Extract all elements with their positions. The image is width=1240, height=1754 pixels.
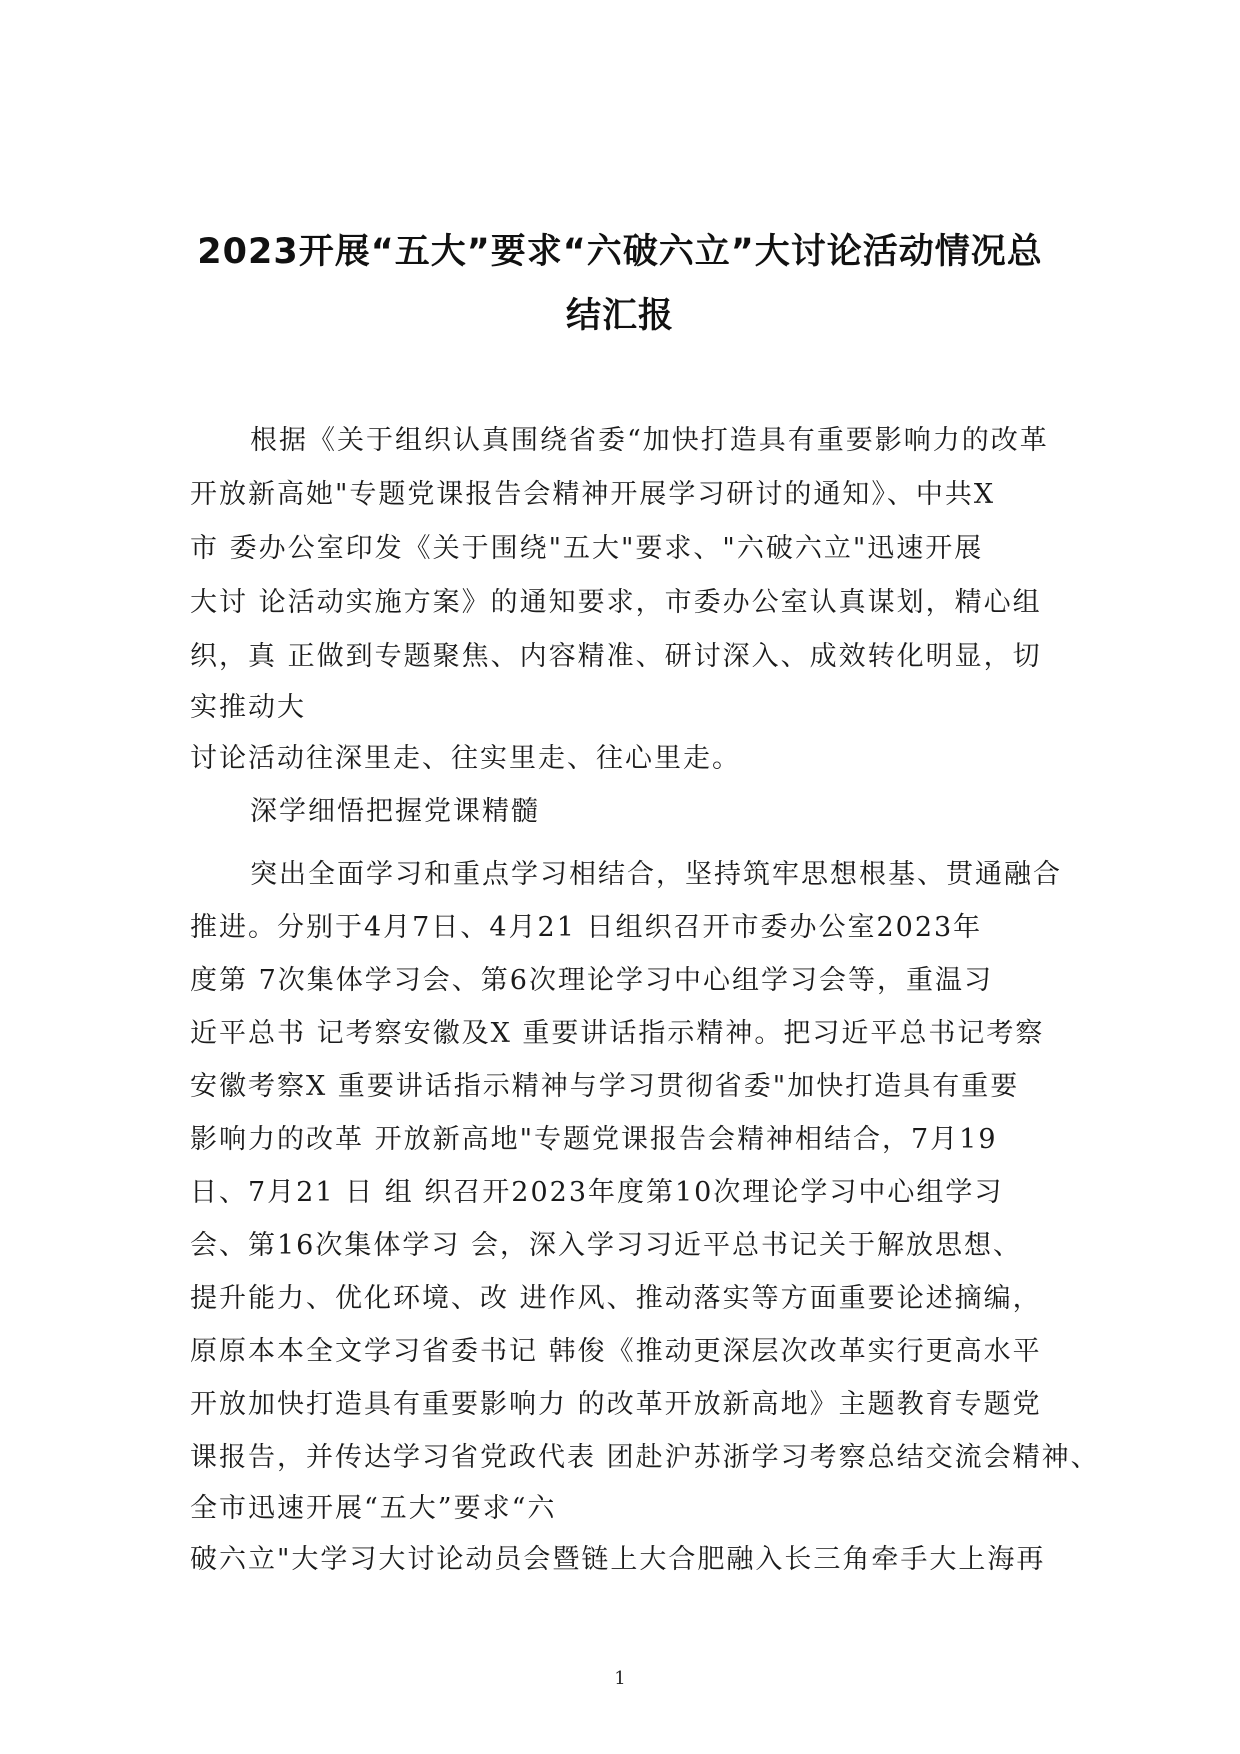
body-line: 度第 7次集体学习会、第6次理论学习中心组学习会等，重温习 [190,965,993,996]
body-line: 近平总书 记考察安徽及X 重要讲话指示精神。把习近平总书记考察 [190,1018,1045,1049]
page-number: 1 [614,1668,626,1689]
body-line: 实推动大 [190,692,306,723]
body-line: 推进。分别于4月7日、4月21 日组织召开市委办公室2023年 [190,912,983,943]
body-line: 影响力的改革 开放新高地"专题党课报告会精神相结合，7月19 [190,1124,998,1155]
body-line: 讨论活动往深里走、往实里走、往心里走。 [190,743,741,774]
body-line: 全市迅速开展“五大”要求“六 [190,1493,557,1524]
document-title-line-2: 结汇报 [565,296,674,336]
body-line: 课报告，并传达学习省党政代表 团赴沪苏浙学习考察总结交流会精神、 [190,1442,1100,1473]
body-line: 开放新高她"专题党课报告会精神开展学习研讨的通知》、中共X [190,479,996,510]
body-line: 提升能力、优化环境、改 进作风、推动落实等方面重要论述摘编， [190,1283,1042,1314]
body-line: 破六立"大学习大讨论动员会暨链上大合肥融入长三角牵手大上海再 [190,1544,1046,1575]
body-line: 原原本本全文学习省委书记 韩俊《推动更深层次改革实行更高水平 [190,1336,1042,1367]
body-line: 会、第16次集体学习 会，深入学习习近平总书记关于解放思想、 [190,1230,1022,1261]
body-line: 突出全面学习和重点学习相结合，坚持筑牢思想根基、贯通融合 [250,859,1062,890]
body-line: 日、7月21 日 组 织召开2023年度第10次理论学习中心组学习 [190,1177,1004,1208]
body-line: 大讨 论活动实施方案》的通知要求，市委办公室认真谋划，精心组 [190,587,1042,618]
body-line: 织，真 正做到专题聚焦、内容精准、研讨深入、成效转化明显，切 [190,641,1042,672]
section-heading: 深学细悟把握党课精髓 [250,796,540,827]
body-line: 根据《关于组织认真围绕省委“加快打造具有重要影响力的改革 [250,425,1049,456]
body-line: 安徽考察X 重要讲话指示精神与学习贯彻省委"加快打造具有重要 [190,1071,1020,1102]
body-line: 市 委办公室印发《关于围绕"五大"要求、"六破六立"迅速开展 [190,533,984,564]
body-line: 开放加快打造具有重要影响力 的改革开放新高地》主题教育专题党 [190,1389,1042,1420]
document-title-line-1: 2023开展“五大”要求“六破六立”大讨论活动情况总 [197,232,1043,272]
